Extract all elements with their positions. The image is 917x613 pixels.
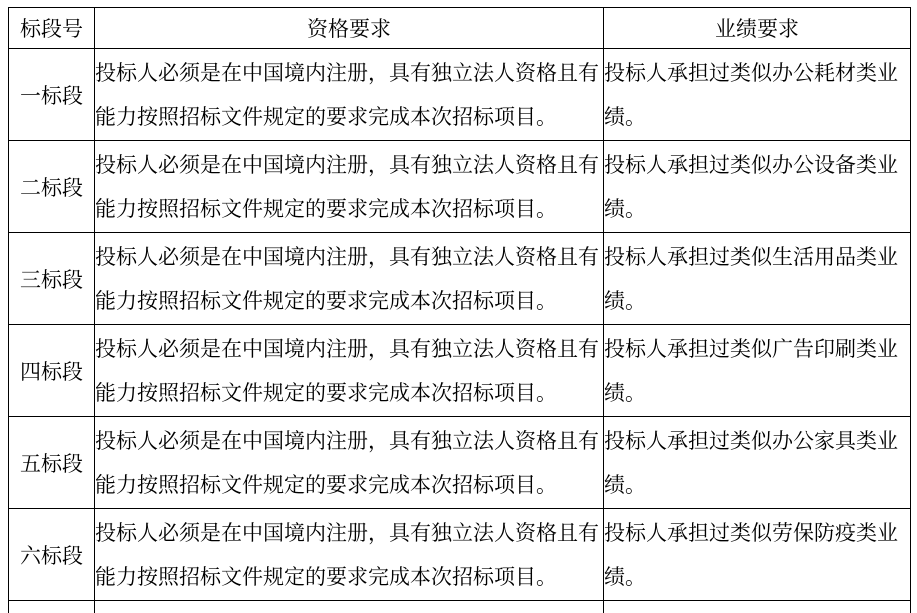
performance-cell: 投标人承担过类似办公耗材类业绩。: [604, 49, 911, 141]
qualification-cell: 投标人必须是在中国境内注册，具有独立法人资格且有能力按照招标文件规定的要求完成本次招标项目。: [95, 325, 604, 417]
qualification-cell: 投标人必须是在中国境内注册，具有独立法人资格且有能力按照招标文件规定的要求完成本次招标项目。: [95, 141, 604, 233]
performance-cell: 投标人承担过类似广告印刷类业绩。: [604, 325, 911, 417]
table-row-section-6: [9, 509, 911, 601]
table-row-section-3: [9, 233, 911, 325]
bid-section-requirements-table: [8, 7, 911, 613]
column-header-qualification: 资格要求: [95, 8, 604, 49]
performance-cell: 投标人承担过类似办公设备类业绩。: [604, 141, 911, 233]
qualification-cell: 投标人必须是在中国境内注册，具有独立法人资格且有能力按照招标文件规定的要求完成本次招标项目。: [95, 509, 604, 601]
section-number-cell: 四标段: [9, 325, 95, 417]
performance-cell: 投标人承担过类似办公家具类业绩。: [604, 417, 911, 509]
column-header-section-number: 标段号: [9, 8, 95, 49]
cropped-cell: [604, 601, 911, 613]
table-header-row: [9, 8, 911, 49]
section-number-cell: 五标段: [9, 417, 95, 509]
table-row-section-5: [9, 417, 911, 509]
qualification-cell: 投标人必须是在中国境内注册，具有独立法人资格且有能力按照招标文件规定的要求完成本次招标项目。: [95, 417, 604, 509]
table-row-section-2: [9, 141, 911, 233]
table-row-section-4: [9, 325, 911, 417]
column-header-performance: 业绩要求: [604, 8, 911, 49]
qualification-cell: 投标人必须是在中国境内注册，具有独立法人资格且有能力按照招标文件规定的要求完成本次招标项目。: [95, 49, 604, 141]
table-row-section-1: [9, 49, 911, 141]
cropped-next-row: [9, 601, 911, 613]
section-number-cell: 六标段: [9, 509, 95, 601]
qualification-cell: 投标人必须是在中国境内注册，具有独立法人资格且有能力按照招标文件规定的要求完成本次招标项目。: [95, 233, 604, 325]
section-number-cell: 二标段: [9, 141, 95, 233]
cropped-cell: [9, 601, 95, 613]
cropped-cell: [95, 601, 604, 613]
performance-cell: 投标人承担过类似生活用品类业绩。: [604, 233, 911, 325]
section-number-cell: 三标段: [9, 233, 95, 325]
performance-cell: 投标人承担过类似劳保防疫类业绩。: [604, 509, 911, 601]
section-number-cell: 一标段: [9, 49, 95, 141]
